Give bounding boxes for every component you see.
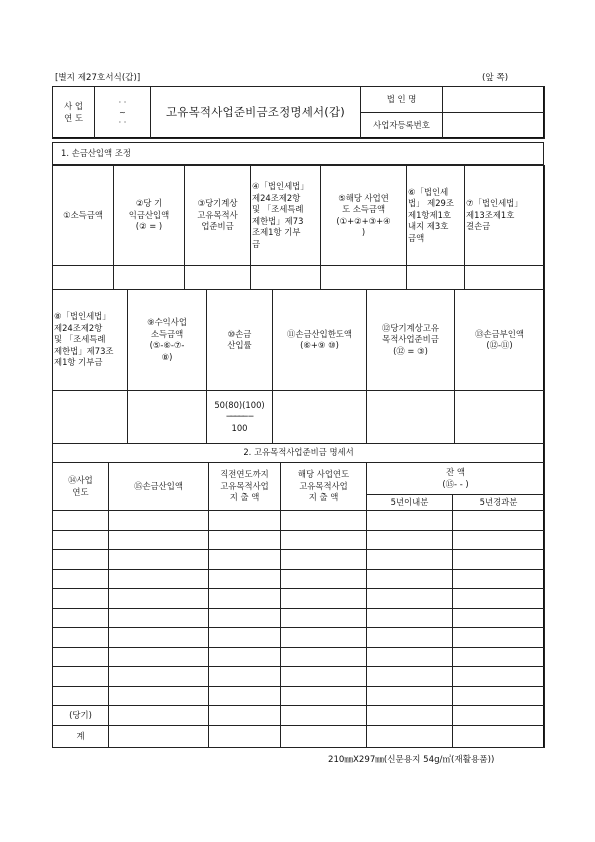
col-income: ①소득금액 [53, 166, 114, 266]
col-disallowed: ⑬손금부인액 (⑫-⑪) [455, 290, 545, 391]
table-row [53, 647, 545, 667]
row-current-label: (당기) [53, 706, 109, 726]
section1-title: 1. 손금산입액 조정 [53, 143, 544, 165]
cell[interactable] [367, 686, 453, 706]
cell[interactable] [367, 725, 453, 748]
val-year-income[interactable] [321, 266, 407, 290]
table-row [53, 569, 545, 589]
cell[interactable] [453, 706, 545, 726]
cell[interactable] [281, 569, 367, 589]
corp-name-field[interactable] [443, 87, 545, 113]
table-row [53, 511, 545, 531]
cell[interactable] [281, 706, 367, 726]
cell[interactable] [109, 647, 209, 667]
cell[interactable] [53, 569, 109, 589]
cell[interactable] [453, 608, 545, 628]
section2-title: 2. 고유목적사업준비금 명세서 [53, 444, 545, 463]
col-s2-over5: 5년경과분 [453, 495, 545, 511]
col-art29-amount: ⑥「법인세 법」 제29조 제1항제1호 내지 제3호 금액 [407, 166, 465, 266]
val-limit-amount[interactable] [273, 391, 367, 444]
cell[interactable] [53, 608, 109, 628]
val-donation-24[interactable] [251, 266, 321, 290]
cell[interactable] [109, 608, 209, 628]
rate-denominator: 100 [231, 422, 248, 433]
col-limit-amount: ⑪손금산입한도액 (⑥+⑨ ⑩) [273, 290, 367, 391]
cell[interactable] [281, 725, 367, 748]
period-field[interactable]: · · ~ · · [95, 87, 151, 139]
cell[interactable] [367, 647, 453, 667]
cell[interactable] [367, 511, 453, 531]
table-row [53, 686, 545, 706]
cell[interactable] [109, 667, 209, 687]
cell[interactable] [453, 511, 545, 531]
cell[interactable] [209, 530, 281, 550]
col-reserve-12: ⑫당기계상고유 목적사업준비금 (⑫ = ③) [367, 290, 455, 391]
cell[interactable] [109, 628, 209, 648]
cell[interactable] [281, 550, 367, 570]
table-row [53, 530, 545, 550]
cell[interactable] [109, 725, 209, 748]
col-profit-income: ⑨수익사업 소득금액 (⑤-⑥-⑦- ⑧) [128, 290, 207, 391]
val-profit-income[interactable] [128, 391, 207, 444]
cell[interactable] [281, 511, 367, 531]
col-s2-balance: 잔 액 (⑮- - ) [367, 463, 545, 495]
val-profit-inclusion[interactable] [114, 266, 185, 290]
cell[interactable] [53, 550, 109, 570]
table-row [53, 550, 545, 570]
col-s2-curr: 해당 사업연도 고유목적사업 지 출 액 [281, 463, 367, 511]
section2-table [52, 443, 545, 748]
col-s2-year: ⑭사업 연도 [53, 463, 109, 511]
col-s2-prev: 직전연도까지 고유목적사업 지 출 액 [209, 463, 281, 511]
table-row-total [53, 725, 545, 748]
col-donation-8: ⑧「법인세법」 제24조제2항 및 「조세특례 제한법」제73조 제1항 기부금 [53, 290, 128, 391]
cell[interactable] [53, 589, 109, 609]
cell[interactable] [209, 725, 281, 748]
cell[interactable] [367, 569, 453, 589]
col-s2-amount: ⑮손금산입액 [109, 463, 209, 511]
section1-title-row [52, 142, 544, 165]
cell[interactable] [281, 608, 367, 628]
cell[interactable] [209, 628, 281, 648]
cell[interactable] [281, 647, 367, 667]
cell[interactable] [109, 589, 209, 609]
cell[interactable] [453, 686, 545, 706]
cell[interactable] [281, 686, 367, 706]
cell[interactable] [281, 530, 367, 550]
cell[interactable] [53, 667, 109, 687]
rate-dash: ───── ─ [226, 411, 253, 422]
table-row-current [53, 706, 545, 726]
cell[interactable] [453, 530, 545, 550]
cell[interactable] [281, 589, 367, 609]
cell[interactable] [109, 530, 209, 550]
side-label: (앞 쪽) [482, 73, 509, 83]
cell[interactable] [281, 628, 367, 648]
section1-table-b [52, 289, 545, 444]
biz-reg-label: 사업자등록번호 [361, 113, 443, 139]
cell[interactable] [109, 686, 209, 706]
cell[interactable] [209, 686, 281, 706]
section1-table-a [52, 165, 545, 290]
rate-numerator: 50(80)(100) [214, 399, 265, 410]
footer-note: 210㎜X297㎜(신문용지 54g/㎡(재활용품)) [328, 755, 495, 765]
val-loss[interactable] [465, 266, 545, 290]
form-title: 고유목적사업준비금조정명세서(갑) [151, 87, 361, 139]
cell[interactable] [109, 550, 209, 570]
year-label: 사 업 연 도 [53, 87, 95, 139]
cell[interactable] [209, 608, 281, 628]
cell[interactable] [367, 628, 453, 648]
cell[interactable] [53, 530, 109, 550]
cell[interactable] [367, 589, 453, 609]
cell[interactable] [109, 706, 209, 726]
cell[interactable] [209, 569, 281, 589]
cell[interactable] [209, 589, 281, 609]
cell[interactable] [367, 706, 453, 726]
val-inclusion-rate[interactable] [207, 391, 273, 444]
val-income[interactable] [53, 266, 114, 290]
cell[interactable] [453, 725, 545, 748]
col-reserve-current: ③당기계상 고유목적사 업준비금 [185, 166, 251, 266]
row-total-label: 계 [53, 725, 109, 748]
cell[interactable] [53, 511, 109, 531]
cell[interactable] [109, 511, 209, 531]
cell[interactable] [367, 550, 453, 570]
val-reserve-12[interactable] [367, 391, 455, 444]
cell[interactable] [453, 647, 545, 667]
cell[interactable] [209, 511, 281, 531]
cell[interactable] [53, 686, 109, 706]
val-donation-8[interactable] [53, 391, 128, 444]
col-profit-inclusion: ②당 기 익금산입액 (② = ) [114, 166, 185, 266]
cell[interactable] [209, 706, 281, 726]
cell[interactable] [209, 550, 281, 570]
cell[interactable] [367, 608, 453, 628]
col-s2-within5: 5년이내분 [367, 495, 453, 511]
cell[interactable] [367, 530, 453, 550]
val-disallowed[interactable] [455, 391, 545, 444]
cell[interactable] [453, 667, 545, 687]
cell[interactable] [453, 628, 545, 648]
col-year-income: ⑤해당 사업연 도 소득금액 (①+②+③+④ ) [321, 166, 407, 266]
cell[interactable] [453, 589, 545, 609]
cell[interactable] [453, 569, 545, 589]
table-row [53, 628, 545, 648]
cell[interactable] [453, 550, 545, 570]
cell[interactable] [367, 667, 453, 687]
cell[interactable] [281, 667, 367, 687]
header-table [52, 86, 545, 139]
col-loss: ⑦「법인세법」 제13조제1호 결손금 [465, 166, 545, 266]
col-inclusion-rate: ⑩손금 산입률 [207, 290, 273, 391]
form-label: [별지 제27호서식(갑)] [55, 73, 141, 83]
table-row [53, 667, 545, 687]
corp-name-label: 법 인 명 [361, 87, 443, 113]
table-row [53, 589, 545, 609]
val-art29-amount[interactable] [407, 266, 465, 290]
col-donation-24: ④「법인세법」 제24조제2항 및 「조세특례 제한법」제73 조제1항 기부 금 [251, 166, 321, 266]
cell[interactable] [209, 667, 281, 687]
cell[interactable] [209, 647, 281, 667]
cell[interactable] [53, 628, 109, 648]
cell[interactable] [53, 647, 109, 667]
val-reserve-current[interactable] [185, 266, 251, 290]
biz-reg-field[interactable] [443, 113, 545, 139]
cell[interactable] [109, 569, 209, 589]
table-row [53, 608, 545, 628]
